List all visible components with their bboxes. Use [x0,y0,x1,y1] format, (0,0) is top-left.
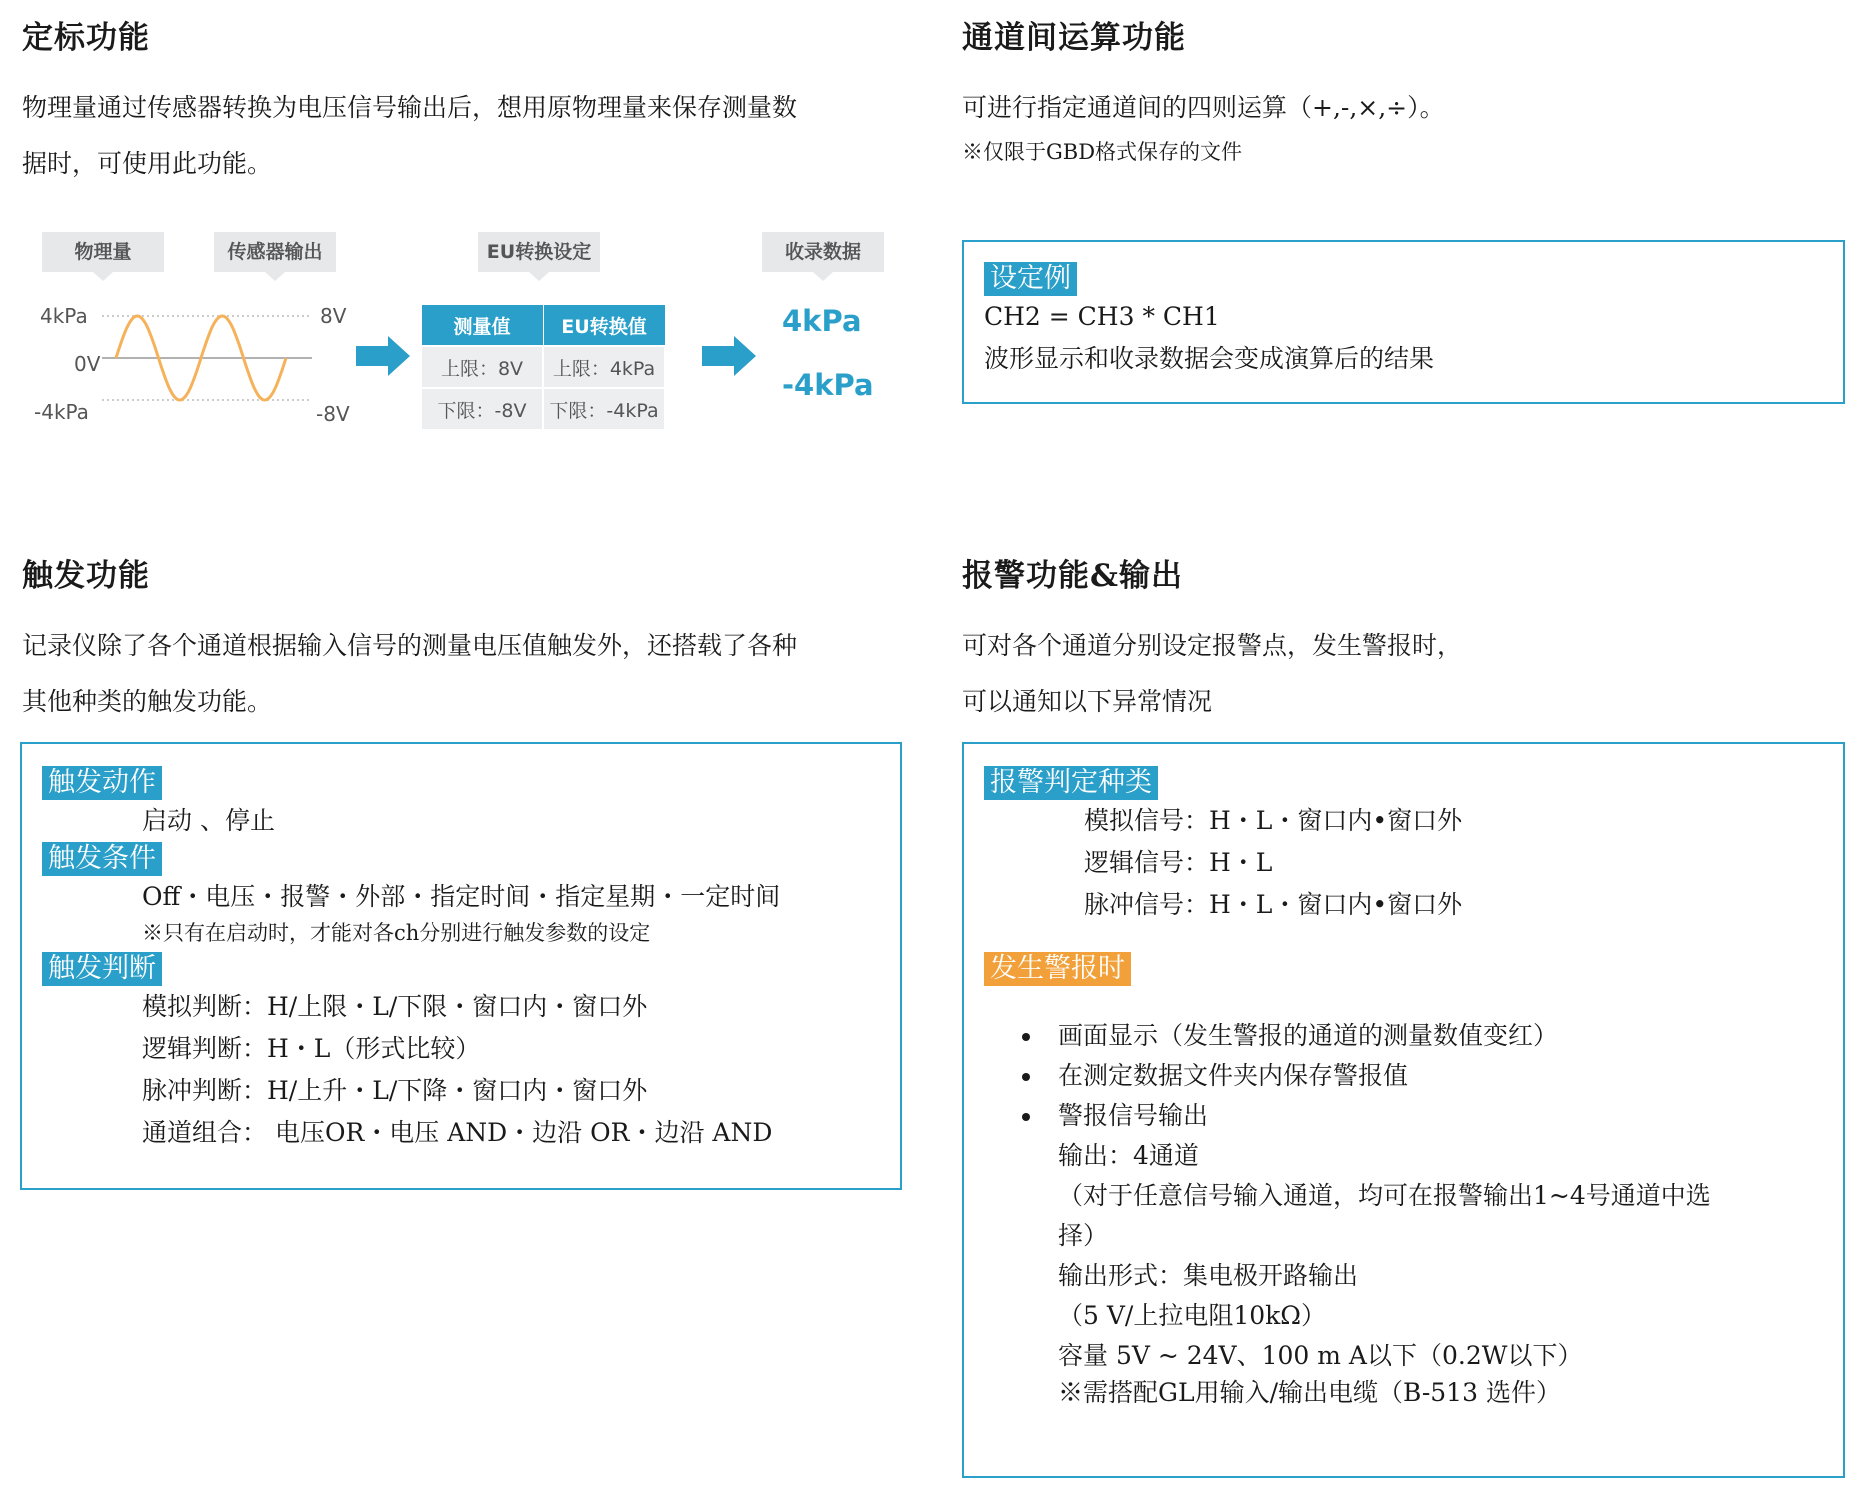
scaling-desc-line2: 据时，可使用此功能。 [22,149,273,178]
trigger-judge-analog: 模拟判断：H/上限・L/下限・窗口内・窗口外 [142,992,648,1021]
alarm-occur-item-save: • 在测定数据文件夹内保存警报值 [1044,1056,1823,1096]
eu-conversion-table [420,304,666,431]
diagram-header-record: 收录数据 [762,232,884,272]
alarm-type-pulse: 脉冲信号：H・L・窗口内•窗口外 [1084,890,1463,919]
trigger-desc-line1: 记录仪除了各个通道根据输入信号的测量电压值触发外，还搭载了各种 [22,631,798,660]
trigger-action-tag: 触发动作 [42,766,162,800]
alarm-output-cable-note: ※需搭配GL用输入/输出电缆（B-513 选件） [1058,1378,1561,1407]
record-value-top: 4kPa [782,304,862,338]
scaling-desc-line1: 物理量通过传感器转换为电压信号输出后，想用原物理量来保存测量数 [22,93,798,122]
channel-calc-title: 通道间运算功能 [962,20,1186,56]
diagram-header-eu: EU转换设定 [478,232,600,272]
setting-example-result: 波形显示和收录数据会变成演算后的结果 [984,344,1435,373]
trigger-desc-line2: 其他种类的触发功能。 [22,687,273,716]
arrow-right-icon [356,336,410,376]
section-trigger [22,556,902,730]
record-value-bottom: -4kPa [782,368,874,402]
eu-cell-lower-v: 下限：-8V [421,388,543,430]
alarm-output-select-line1: （对于任意信号输入通道，均可在报警输出1~4号通道中选 [1058,1181,1711,1210]
trigger-title: 触发功能 [22,558,150,594]
arrow-right-icon-2 [702,336,756,376]
trigger-box [20,742,902,1190]
alarm-output-type: 输出形式：集电极开路输出 [1058,1261,1359,1290]
trigger-judge-pulse: 脉冲判断：H/上升・L/下降・窗口内・窗口外 [142,1076,648,1105]
alarm-occur-item-output: • 警报信号输出 [1044,1096,1823,1136]
setting-example-box [962,240,1845,404]
axis-label-neg4kpa: -4kPa [34,400,89,424]
trigger-judge-combo: 通道组合： 电压OR・电压 AND・边沿 OR・边沿 AND [142,1118,773,1147]
diagram-header-physical: 物理量 [42,232,164,272]
section-channel-calc [962,18,1842,166]
alarm-occur-list [984,1016,1823,1136]
alarm-output-capacity: 容量 5V ~ 24V、100 m A以下（0.2W以下） [1058,1341,1583,1370]
trigger-action-line: 启动 、停止 [142,806,275,835]
sine-wave-chart [102,298,326,416]
eu-cell-lower-kpa: 下限：-4kPa [543,388,665,430]
axis-label-4kpa: 4kPa [40,304,88,328]
trigger-condition-note: ※只有在启动时，才能对各ch分别进行触发参数的设定 [142,921,651,945]
eu-cell-upper-v: 上限：8V [421,346,543,388]
alarm-type-analog: 模拟信号：H・L・窗口内•窗口外 [1084,806,1463,835]
trigger-condition-line: Off・电压・报警・外部・指定时间・指定星期・一定时间 [142,882,781,911]
diagram-header-sensor: 传感器输出 [214,232,336,272]
trigger-condition-tag: 触发条件 [42,842,162,876]
alarm-type-logic: 逻辑信号：H・L [1084,848,1273,877]
axis-label-0v: 0V [74,352,101,376]
alarm-box [962,742,1845,1478]
setting-example-tag: 设定例 [984,262,1077,296]
eu-cell-upper-kpa: 上限：4kPa [543,346,665,388]
alarm-desc-line1: 可对各个通道分别设定报警点，发生警报时， [962,631,1463,660]
scaling-diagram [22,232,882,452]
scaling-title: 定标功能 [22,20,150,56]
section-scaling [22,18,902,192]
alarm-occur-item-display: • 画面显示（发生警报的通道的测量数值变红） [1044,1016,1823,1056]
channel-calc-desc: 可进行指定通道间的四则运算（+,-,×,÷）。 [962,93,1445,122]
eu-th-converted: EU转换值 [543,305,665,347]
alarm-output-select-line2: 择） [1058,1221,1109,1250]
channel-calc-note: ※仅限于GBD格式保存的文件 [962,140,1243,164]
axis-label-8v: 8V [320,304,347,328]
section-alarm [962,556,1842,730]
axis-label-neg8v: -8V [316,402,350,426]
alarm-occur-tag: 发生警报时 [984,952,1131,986]
trigger-judge-logic: 逻辑判断：H・L（形式比较） [142,1034,481,1063]
alarm-output-pullup: （5 V/上拉电阻10kΩ） [1058,1301,1327,1330]
alarm-title: 报警功能&输出 [962,558,1183,594]
alarm-output-channels: 输出：4通道 [1058,1141,1199,1170]
alarm-desc-line2: 可以通知以下异常情况 [962,687,1213,716]
trigger-judge-tag: 触发判断 [42,952,162,986]
setting-example-formula: CH2 = CH3 * CH1 [984,302,1220,331]
eu-th-measured: 测量值 [421,305,543,347]
alarm-type-tag: 报警判定种类 [984,766,1158,800]
